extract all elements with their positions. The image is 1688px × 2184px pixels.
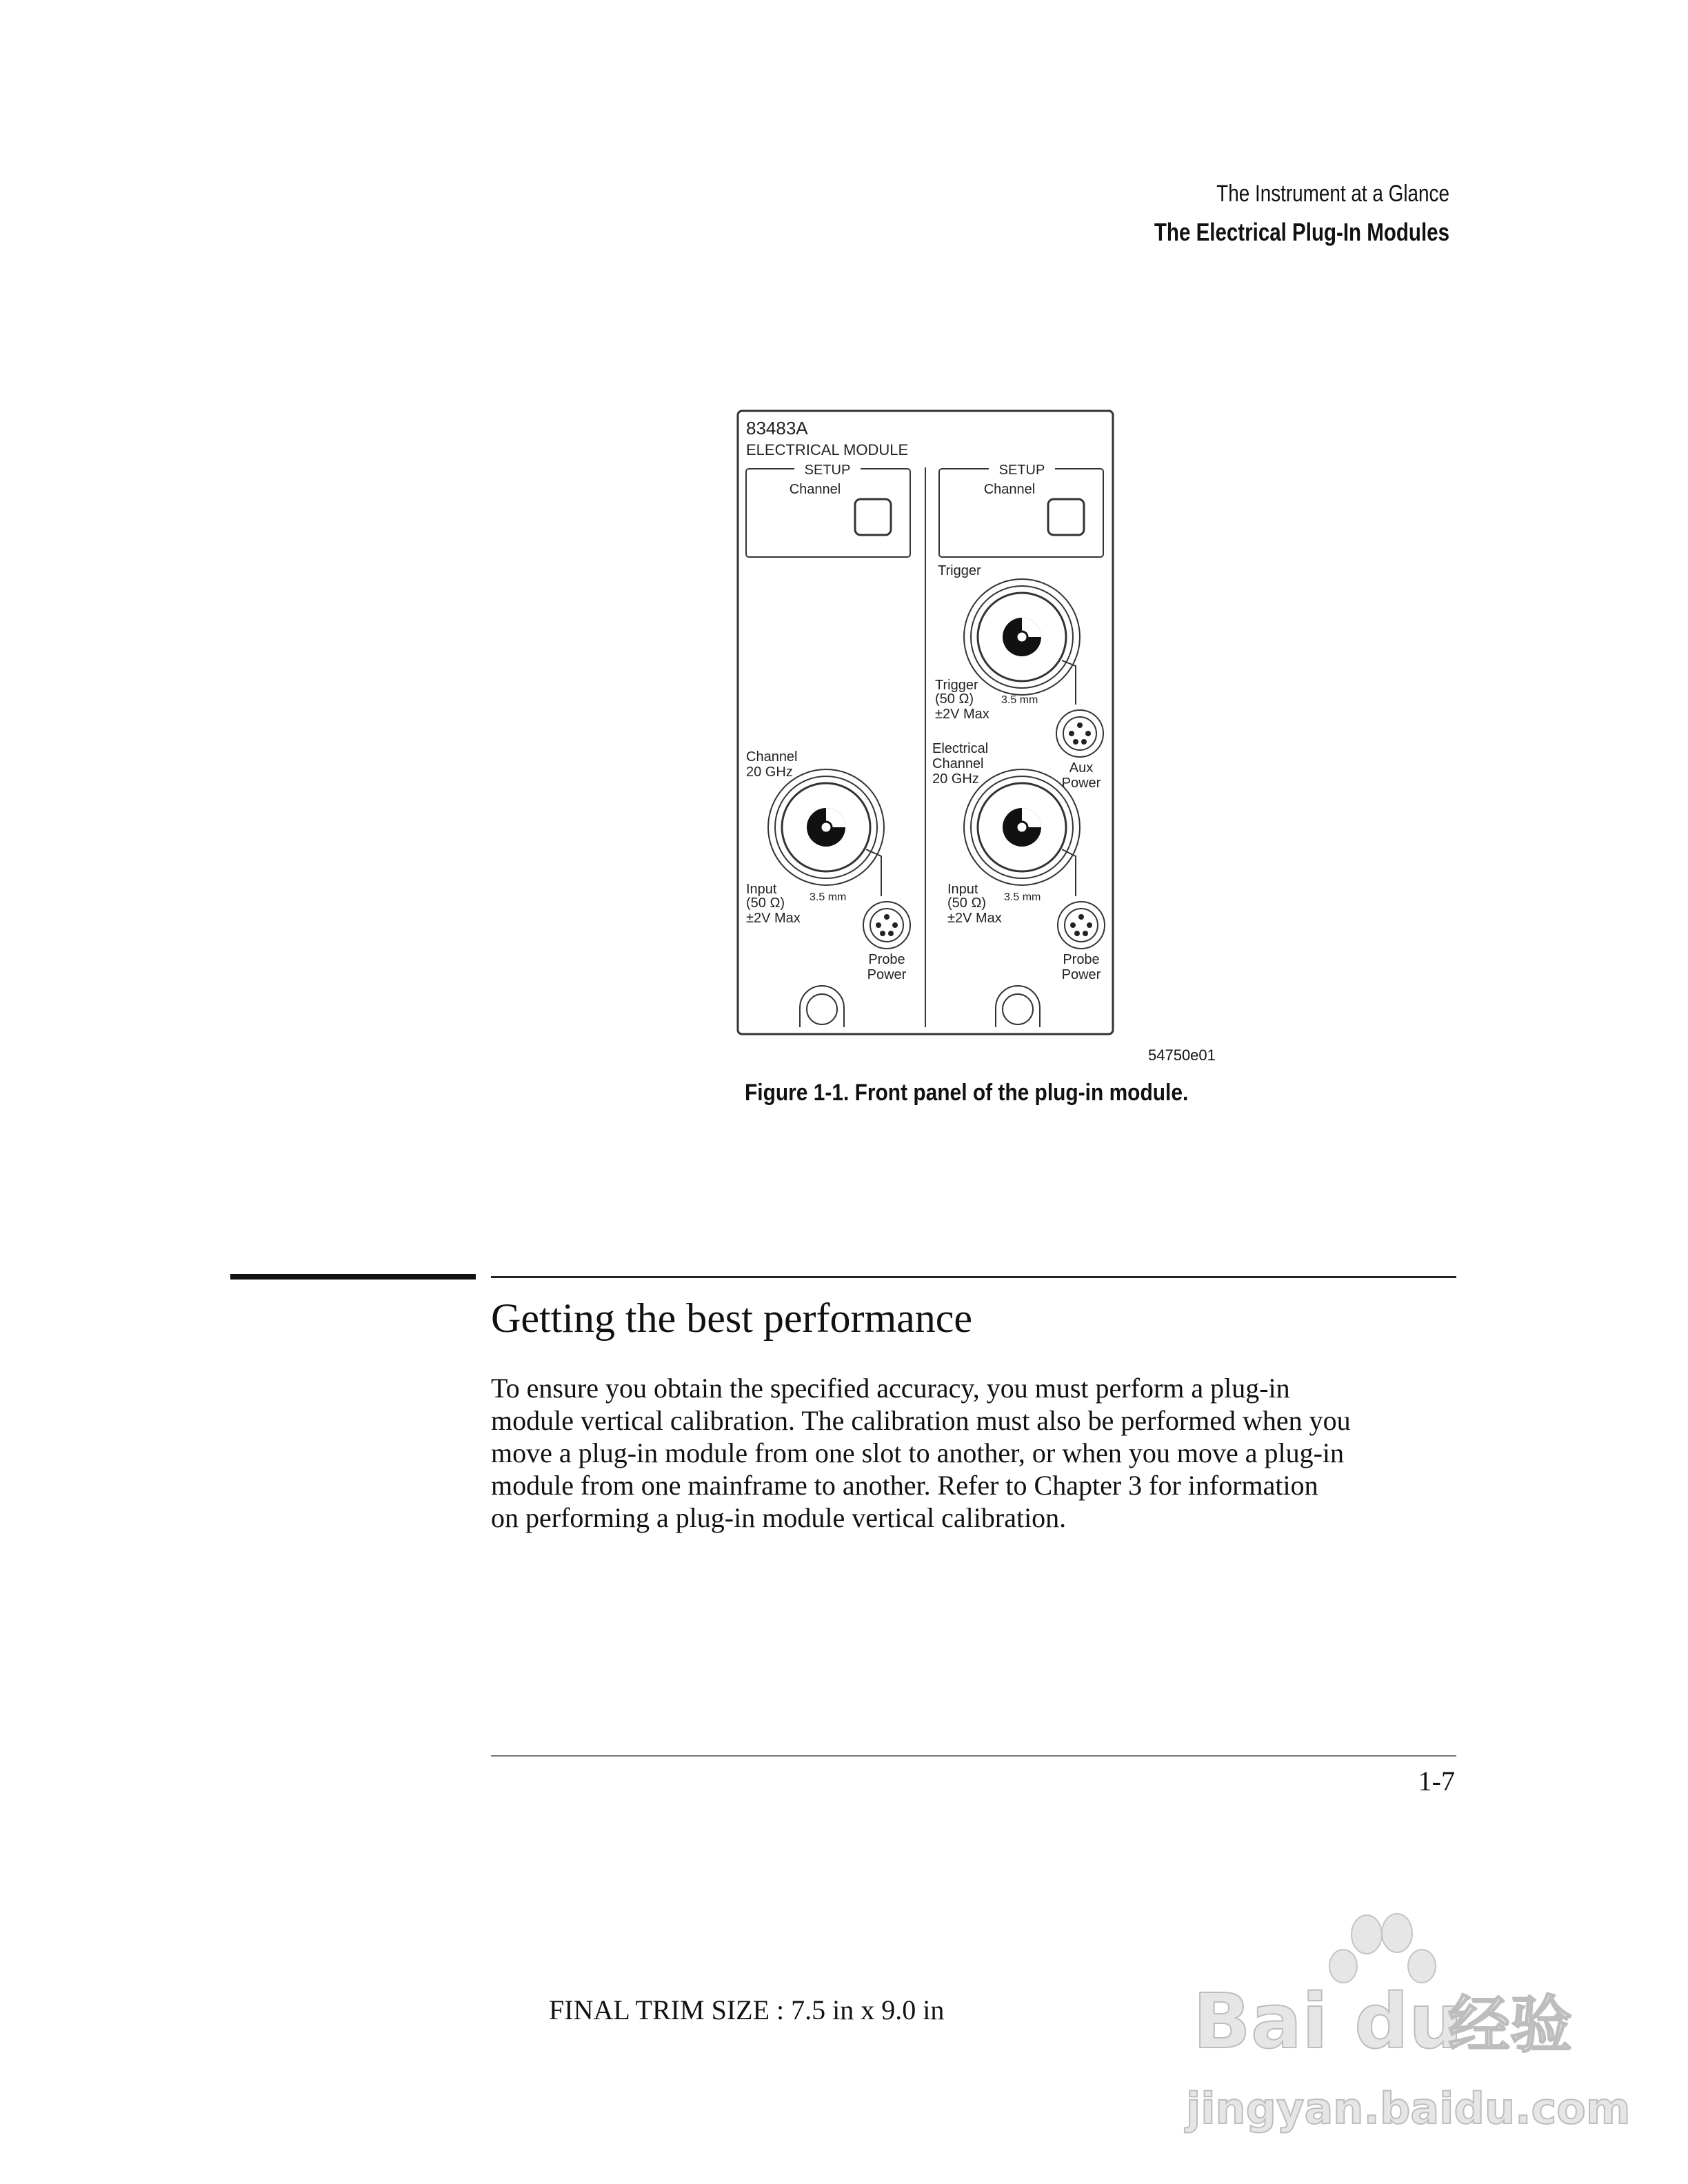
- watermark-service: 经验: [1448, 1989, 1572, 2061]
- running-header-section: The Electrical Plug-In Modules: [1154, 218, 1449, 246]
- left-setup-channel-label: Channel: [789, 482, 841, 497]
- right-probe-power-label-1: Probe: [1063, 952, 1100, 967]
- left-input-label-3: ±2V Max: [746, 911, 801, 926]
- left-input-label-2: (50 Ω): [746, 896, 785, 911]
- left-probe-power-label-2: Power: [867, 967, 907, 982]
- right-channel-label-1: Electrical: [932, 741, 989, 756]
- right-connector-size: 3.5 mm: [1004, 891, 1041, 903]
- trim-size-note: FINAL TRIM SIZE : 7.5 in x 9.0 in: [549, 1994, 945, 2025]
- right-trigger-connector-size: 3.5 mm: [1001, 694, 1038, 706]
- body-line: To ensure you obtain the specified accuracy, you must perform a plug-in: [491, 1373, 1290, 1404]
- page-number: 1-7: [1418, 1766, 1455, 1797]
- right-input-label-3: ±2V Max: [947, 911, 1002, 926]
- body-line: on performing a plug-in module vertical calibration.: [491, 1502, 1067, 1533]
- panel-type: ELECTRICAL MODULE: [746, 441, 909, 458]
- right-setup-label: SETUP: [998, 463, 1045, 478]
- footer-rule: [491, 1755, 1456, 1757]
- right-input-label-1: Input: [947, 882, 978, 897]
- body-line: move a plug-in module from one slot to another, or when you move a plug-in: [491, 1437, 1345, 1468]
- running-header-chapter: The Instrument at a Glance: [1216, 181, 1449, 207]
- right-probe-power-label-2: Power: [1061, 967, 1101, 982]
- right-input-label-2: (50 Ω): [947, 896, 987, 911]
- left-connector-label-1: Channel: [746, 749, 798, 765]
- left-connector-label-2: 20 GHz: [746, 765, 793, 780]
- body-line: module from one mainframe to another. Refer to Chapter 3 for information: [491, 1470, 1318, 1501]
- baidu-jingyan-watermark: [1145, 1903, 1631, 2165]
- figure-id: 54750e01: [1148, 1046, 1216, 1064]
- watermark-brand: Bai du: [1193, 1977, 1463, 2065]
- right-trigger-title: Trigger: [938, 563, 981, 578]
- left-connector-size: 3.5 mm: [810, 891, 847, 903]
- left-probe-power-label-1: Probe: [868, 952, 905, 967]
- right-aux-power-label-2: Power: [1061, 776, 1101, 791]
- paw-logo-icon: [1329, 1914, 1436, 1983]
- right-channel-label-3: 20 GHz: [932, 771, 979, 787]
- section-rule-thick: [230, 1274, 476, 1280]
- section-rule: [491, 1276, 1456, 1278]
- right-trigger-label-2: (50 Ω): [935, 691, 974, 707]
- right-trigger-label-1: Trigger: [935, 678, 978, 693]
- panel-model: 83483A: [746, 418, 808, 438]
- right-setup-channel-label: Channel: [983, 482, 1036, 497]
- body-line: module vertical calibration. The calibration must also be performed when you: [491, 1405, 1351, 1436]
- section-heading: Getting the best performance: [491, 1295, 973, 1341]
- watermark-url: jingyan.baidu.com: [1186, 2083, 1631, 2134]
- right-aux-power-label-1: Aux: [1069, 760, 1094, 776]
- body-paragraph: [491, 1372, 1470, 1534]
- left-input-label-1: Input: [746, 882, 777, 897]
- right-trigger-label-3: ±2V Max: [935, 707, 989, 722]
- front-panel-drawing: [731, 407, 1227, 1041]
- front-panel-figure: [731, 407, 1227, 1041]
- left-setup-label: SETUP: [804, 463, 851, 478]
- right-channel-label-2: Channel: [932, 756, 984, 771]
- figure-caption: Figure 1-1. Front panel of the plug-in module.: [745, 1080, 1189, 1106]
